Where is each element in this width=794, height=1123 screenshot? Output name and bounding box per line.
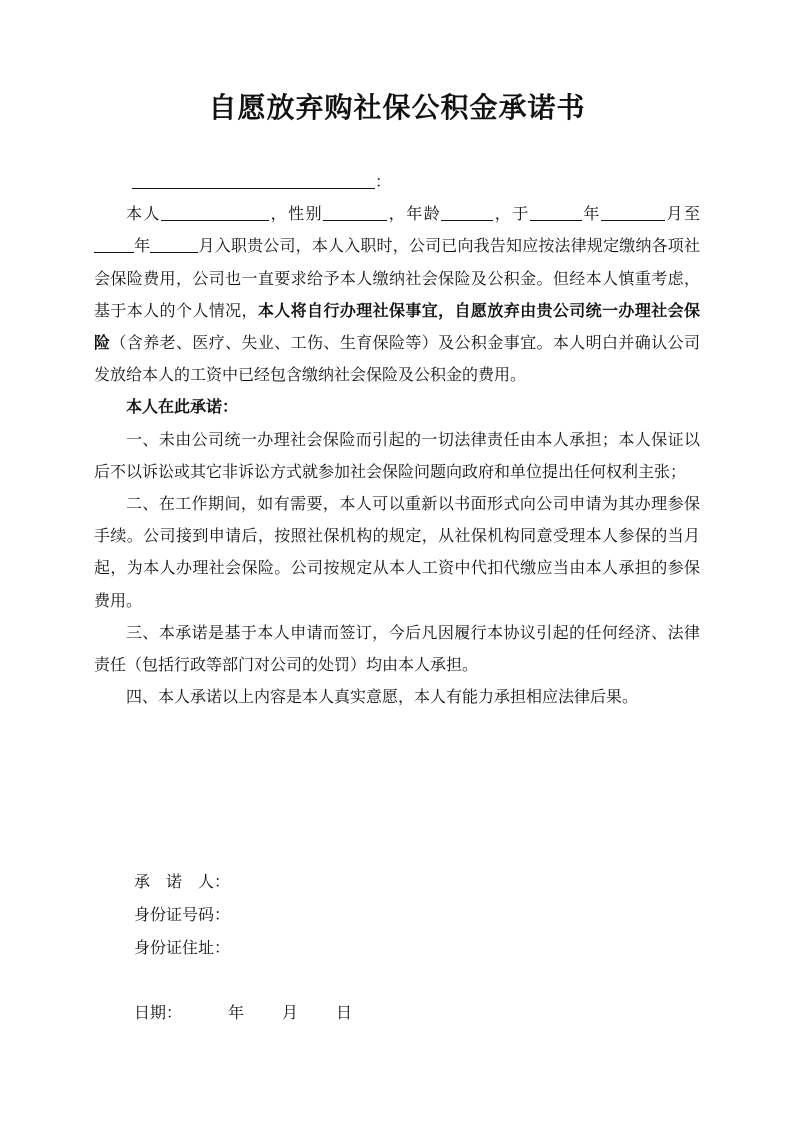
p1-text-month-to: 月至 xyxy=(664,204,700,224)
paragraph-1 xyxy=(94,198,700,391)
age-blank[interactable] xyxy=(441,200,493,221)
start-year-blank[interactable] xyxy=(530,200,582,221)
gender-blank[interactable] xyxy=(323,200,387,221)
promisor-line xyxy=(134,866,230,898)
promise-item-1: 一、未由公司统一办理社会保险而引起的一切法律责任由本人承担；本人保证以后不以诉讼或其它非诉讼方式就参加社会保险问题向政府和单位提出任何权利主张； xyxy=(94,429,700,481)
p1-text-year2: 年 xyxy=(134,236,151,256)
id-address-label: 身份证住址： xyxy=(134,938,231,957)
p1-text-main: 月入职贵公司，本人入职时，公司已向我告知应按法律规定缴纳各项社会保险费用，公司也一直要求给予本人缴纳社会保险及公积金。但经本人慎重考虑，基于本人的个人情况， xyxy=(94,236,700,320)
date-line xyxy=(134,997,352,1029)
p1-text-gender: ，性别 xyxy=(269,204,324,224)
salutation-colon: ： xyxy=(375,172,392,191)
document-title: 自愿放弃购社保公积金承诺书 xyxy=(208,91,586,124)
recipient-blank[interactable] xyxy=(132,168,375,189)
p1-text-year: 年 xyxy=(581,204,601,224)
date-label: 日期： xyxy=(134,1003,183,1022)
p1-text-age: ，年龄 xyxy=(387,204,442,224)
end-month-blank[interactable] xyxy=(150,232,198,253)
date-month: 月 xyxy=(282,1003,299,1022)
date-year: 年 xyxy=(228,1003,245,1022)
id-number-line xyxy=(134,899,230,931)
promise-item-2: 二、在工作期间，如有需要，本人可以重新以书面形式向公司申请为其办理参保手续。公司接到申请后，按照社保机构的规定，从社保机构同意受理本人参保的当月起，为本人办理社会保险。公司按规定从本人工资中代扣代缴应当由本人承担的参保费用。 xyxy=(94,494,700,610)
document-body xyxy=(94,166,700,713)
id-number-label: 身份证号码： xyxy=(134,905,231,924)
p1-text-name: 本人 xyxy=(126,204,162,224)
start-month-blank[interactable] xyxy=(601,200,665,221)
promise-heading: 本人在此承诺： xyxy=(126,397,239,417)
salutation-line xyxy=(94,166,700,198)
p1-bold-statement: 本人将自行办理社保事宜，自愿放弃由贵公司统一办理社会保险 xyxy=(94,300,700,353)
promisor-label: 承 诺 人： xyxy=(134,872,231,891)
date-day: 日 xyxy=(336,1003,353,1022)
name-blank[interactable] xyxy=(161,200,269,221)
p1-text-tail: （含养老、医疗、失业、工伤、生育保险等）及公积金事宜。本人明白并确认公司发放给本人的工资中已经包含缴纳社会保险及公积金的费用。 xyxy=(94,333,700,385)
id-address-line xyxy=(134,932,230,964)
promise-item-3: 三、本承诺是基于本人申请而签订，今后凡因履行本协议引起的任何经济、法律责任（包括行政等部门对公司的处罚）均由本人承担。 xyxy=(94,622,700,675)
end-year-blank[interactable] xyxy=(94,232,134,253)
promise-item-4: 四、本人承诺以上内容是本人真实意愿，本人有能力承担相应法律后果。 xyxy=(126,687,639,707)
p1-text-from: ，于 xyxy=(493,204,530,224)
